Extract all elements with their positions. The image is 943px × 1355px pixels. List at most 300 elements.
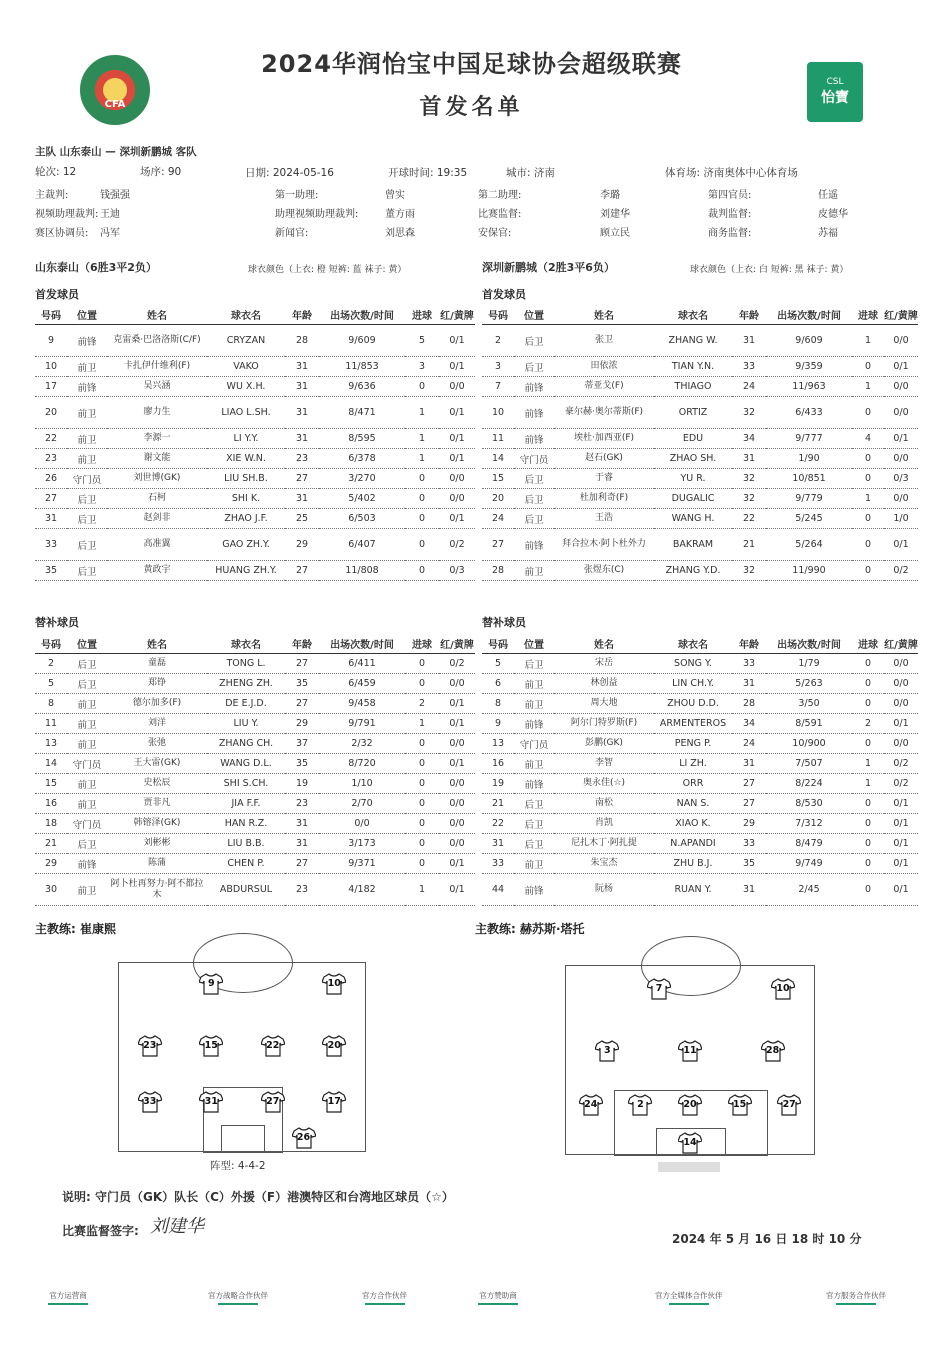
player-position: 前锋 — [514, 429, 554, 449]
player-name: 刘世博(GK) — [107, 469, 207, 489]
table-row — [35, 654, 475, 674]
shirt-number: 10 — [327, 978, 341, 989]
goals: 2 — [405, 694, 439, 714]
cards: 0/1 — [884, 794, 918, 814]
player-age: 33 — [732, 834, 766, 854]
cards: 0/1 — [884, 854, 918, 874]
cards: 0/1 — [439, 357, 475, 377]
shirt-name: WU X.H. — [207, 377, 285, 397]
table-row — [35, 561, 475, 581]
player-name: 朱宝杰 — [554, 854, 654, 874]
player-age: 35 — [285, 674, 319, 694]
column-header: 年龄 — [285, 634, 319, 654]
appearances: 11/808 — [319, 561, 405, 581]
shirt-name: ZHENG ZH. — [207, 674, 285, 694]
appearances: 7/312 — [766, 814, 852, 834]
player-name: 王大雷(GK) — [107, 754, 207, 774]
official-name: 苏福 — [818, 228, 838, 239]
appearances: 5/263 — [766, 674, 852, 694]
shirt-name: LIU SH.B. — [207, 469, 285, 489]
goals: 3 — [405, 357, 439, 377]
table-row — [482, 429, 918, 449]
goals: 0 — [852, 834, 884, 854]
player-age: 34 — [732, 714, 766, 734]
shirt-name: LI Y.Y. — [207, 429, 285, 449]
table-row — [482, 654, 918, 674]
appearances: 10/851 — [766, 469, 852, 489]
goals: 1 — [405, 874, 439, 906]
cards: 0/1 — [884, 529, 918, 561]
player-position: 前锋 — [514, 774, 554, 794]
official-role: 赛区协调员: — [35, 228, 89, 239]
player-position: 后卫 — [514, 794, 554, 814]
player-shirt — [261, 1091, 285, 1113]
player-position: 后卫 — [514, 509, 554, 529]
appearances: 6/378 — [319, 449, 405, 469]
goals: 0 — [852, 529, 884, 561]
player-position: 后卫 — [514, 469, 554, 489]
shirt-name: ORR — [654, 774, 732, 794]
goals: 1 — [852, 774, 884, 794]
goals: 0 — [405, 794, 439, 814]
player-age: 31 — [285, 834, 319, 854]
cards: 0/3 — [439, 561, 475, 581]
cards: 0/0 — [884, 674, 918, 694]
player-shirt — [761, 1040, 785, 1062]
player-number: 8 — [35, 694, 67, 714]
player-shirt — [322, 1091, 346, 1113]
player-age: 31 — [732, 674, 766, 694]
player-position: 守门员 — [67, 814, 107, 834]
shirt-number: 20 — [327, 1040, 341, 1051]
appearances: 5/264 — [766, 529, 852, 561]
official-name: 顾立民 — [600, 228, 630, 239]
player-age: 32 — [732, 489, 766, 509]
table-row — [35, 397, 475, 429]
column-header: 进球 — [405, 305, 439, 325]
player-name: 刘洋 — [107, 714, 207, 734]
player-name: 肖凯 — [554, 814, 654, 834]
shirt-name: LIAO L.SH. — [207, 397, 285, 429]
shirt-name: ZHAO J.F. — [207, 509, 285, 529]
shirt-name: DUGALIC — [654, 489, 732, 509]
player-shirt — [771, 978, 795, 1000]
player-position: 前卫 — [67, 429, 107, 449]
official-name: 李璐 — [600, 190, 620, 201]
cards: 0/1 — [884, 357, 918, 377]
player-number: 16 — [482, 754, 514, 774]
cards: 0/0 — [439, 377, 475, 397]
goals: 0 — [852, 469, 884, 489]
player-name: 杜加利奇(F) — [554, 489, 654, 509]
official-name: 钱强强 — [100, 190, 130, 201]
column-header: 号码 — [35, 634, 67, 654]
cards: 0/0 — [884, 325, 918, 357]
player-position: 后卫 — [67, 529, 107, 561]
shirt-number: 24 — [584, 1099, 598, 1110]
player-name: 阮杨 — [554, 874, 654, 906]
goals: 1 — [852, 754, 884, 774]
player-number: 14 — [482, 449, 514, 469]
player-number: 24 — [482, 509, 514, 529]
appearances: 9/636 — [319, 377, 405, 397]
cards: 0/0 — [439, 674, 475, 694]
goals: 0 — [405, 469, 439, 489]
player-name: 南松 — [554, 794, 654, 814]
player-position: 前锋 — [514, 377, 554, 397]
cards: 0/0 — [884, 734, 918, 754]
sponsor-label — [826, 1290, 886, 1305]
appearances: 11/853 — [319, 357, 405, 377]
cards: 0/2 — [884, 754, 918, 774]
table-row — [482, 529, 918, 561]
player-name: 刘彬彬 — [107, 834, 207, 854]
player-position: 前卫 — [514, 754, 554, 774]
goals: 1 — [405, 449, 439, 469]
player-number: 18 — [35, 814, 67, 834]
shirt-name: CHEN P. — [207, 854, 285, 874]
column-header: 红/黄牌 — [439, 305, 475, 325]
player-number: 21 — [35, 834, 67, 854]
appearances: 9/359 — [766, 357, 852, 377]
column-header: 球衣名 — [654, 305, 732, 325]
player-age: 31 — [285, 814, 319, 834]
player-age: 19 — [285, 774, 319, 794]
goals: 0 — [405, 489, 439, 509]
player-number: 16 — [35, 794, 67, 814]
player-number: 27 — [35, 489, 67, 509]
shirt-number: 17 — [327, 1096, 341, 1107]
player-name: 赵石(GK) — [554, 449, 654, 469]
goals: 2 — [852, 714, 884, 734]
shirt-name: ZHAO SH. — [654, 449, 732, 469]
player-number: 27 — [482, 529, 514, 561]
goal-box — [221, 1125, 265, 1153]
appearances: 9/458 — [319, 694, 405, 714]
official-name: 任遥 — [818, 190, 838, 201]
player-name: 宋岳 — [554, 654, 654, 674]
player-position: 后卫 — [67, 674, 107, 694]
player-position: 后卫 — [514, 654, 554, 674]
shirt-name: ZHOU D.D. — [654, 694, 732, 714]
shirt-number: 10 — [776, 983, 790, 994]
player-age: 24 — [732, 377, 766, 397]
player-number: 21 — [482, 794, 514, 814]
shirt-number: 20 — [683, 1099, 697, 1110]
away-formation-pitch — [565, 965, 815, 1155]
player-age: 31 — [285, 397, 319, 429]
player-name: 李智 — [554, 754, 654, 774]
sponsor-text: 官方服务合作伙伴 — [826, 1291, 886, 1300]
shirt-number: 27 — [266, 1096, 280, 1107]
legend: 说明: 守门员（GK）队长（C）外援（F）港澳特区和台湾地区球员（☆） — [62, 1190, 454, 1204]
goals: 0 — [405, 377, 439, 397]
sponsor-logo — [807, 62, 863, 122]
player-position: 守门员 — [514, 449, 554, 469]
official-role: 安保官: — [478, 228, 512, 239]
cards: 0/1 — [439, 429, 475, 449]
table-row — [482, 449, 918, 469]
shirt-name: TONG L. — [207, 654, 285, 674]
player-number: 3 — [482, 357, 514, 377]
player-age: 31 — [732, 325, 766, 357]
appearances: 3/173 — [319, 834, 405, 854]
player-number: 11 — [35, 714, 67, 734]
player-age: 31 — [285, 489, 319, 509]
table-row — [482, 814, 918, 834]
shirt-name: SONG Y. — [654, 654, 732, 674]
player-name: 李源一 — [107, 429, 207, 449]
column-header: 姓名 — [554, 634, 654, 654]
player-name: 尼扎木丁·阿扎提 — [554, 834, 654, 854]
player-name: 克雷桑·巴洛洛斯(C/F) — [107, 325, 207, 357]
table-row — [482, 794, 918, 814]
table-row — [35, 774, 475, 794]
player-age: 27 — [285, 561, 319, 581]
sponsor-label — [655, 1290, 723, 1305]
column-header: 号码 — [482, 305, 514, 325]
redacted-bar — [658, 1162, 720, 1172]
player-number: 30 — [35, 874, 67, 906]
cards: 0/1 — [439, 509, 475, 529]
goals: 0 — [405, 774, 439, 794]
player-position: 前锋 — [514, 529, 554, 561]
player-age: 35 — [732, 854, 766, 874]
appearances: 8/224 — [766, 774, 852, 794]
player-number: 17 — [35, 377, 67, 397]
cards: 0/2 — [884, 774, 918, 794]
player-age: 23 — [285, 449, 319, 469]
appearances: 9/609 — [319, 325, 405, 357]
table-row — [35, 449, 475, 469]
table-row — [35, 509, 475, 529]
player-age: 29 — [732, 814, 766, 834]
player-name: 廖力生 — [107, 397, 207, 429]
player-number: 28 — [482, 561, 514, 581]
player-shirt — [199, 1091, 223, 1113]
player-name: 贾非凡 — [107, 794, 207, 814]
shirt-number: 22 — [266, 1040, 280, 1051]
page-title: 2024华润怡宝中国足球协会超级联赛 — [261, 50, 682, 78]
appearances: 1/90 — [766, 449, 852, 469]
shirt-name: HAN R.Z. — [207, 814, 285, 834]
cards: 0/1 — [439, 754, 475, 774]
player-shirt — [138, 1091, 162, 1113]
table-row — [35, 469, 475, 489]
player-name: 赵剑非 — [107, 509, 207, 529]
player-name: 张卫 — [554, 325, 654, 357]
cards: 0/0 — [884, 377, 918, 397]
shirt-name: ZHANG W. — [654, 325, 732, 357]
player-shirt — [322, 1035, 346, 1057]
shirt-name: PENG P. — [654, 734, 732, 754]
player-number: 20 — [482, 489, 514, 509]
appearances: 11/990 — [766, 561, 852, 581]
table-row — [482, 397, 918, 429]
column-header: 红/黄牌 — [884, 634, 918, 654]
cards: 0/1 — [439, 874, 475, 906]
column-header: 出场次数/时间 — [319, 305, 405, 325]
table-row — [482, 674, 918, 694]
goals: 1 — [852, 325, 884, 357]
shirt-name: XIAO K. — [654, 814, 732, 834]
player-shirt — [138, 1035, 162, 1057]
player-name: 高准翼 — [107, 529, 207, 561]
player-number: 44 — [482, 874, 514, 906]
player-number: 7 — [482, 377, 514, 397]
appearances: 9/779 — [766, 489, 852, 509]
goals: 0 — [405, 814, 439, 834]
table-row — [35, 694, 475, 714]
home-formation: 阵型: 4-4-2 — [210, 1160, 266, 1172]
player-age: 27 — [285, 654, 319, 674]
player-position: 前锋 — [514, 397, 554, 429]
match-no: 场序: 90 — [140, 166, 182, 178]
player-age: 31 — [732, 449, 766, 469]
player-age: 34 — [732, 429, 766, 449]
home-subs-label: 替补球员 — [35, 616, 79, 629]
appearances: 1/10 — [319, 774, 405, 794]
table-row — [35, 377, 475, 397]
shirt-number: 11 — [683, 1045, 697, 1056]
player-number: 15 — [482, 469, 514, 489]
appearances: 11/963 — [766, 377, 852, 397]
column-header: 位置 — [67, 305, 107, 325]
appearances: 3/50 — [766, 694, 852, 714]
player-shirt — [678, 1132, 702, 1154]
player-age: 32 — [732, 469, 766, 489]
shirt-name: LIU Y. — [207, 714, 285, 734]
official-role: 助理视频助理裁判: — [275, 209, 359, 220]
player-shirt — [292, 1127, 316, 1149]
appearances: 6/459 — [319, 674, 405, 694]
goals: 0 — [852, 874, 884, 906]
appearances: 9/777 — [766, 429, 852, 449]
player-shirt — [678, 1040, 702, 1062]
goals: 0 — [405, 509, 439, 529]
table-row — [35, 734, 475, 754]
official-role: 视频助理裁判: — [35, 209, 99, 220]
shirt-name: ABDURSUL — [207, 874, 285, 906]
sponsor-text: 官方战略合作伙伴 — [208, 1291, 268, 1300]
cards: 1/0 — [884, 509, 918, 529]
shirt-number: 7 — [655, 983, 663, 994]
goals: 0 — [852, 794, 884, 814]
appearances: 8/530 — [766, 794, 852, 814]
player-position: 前锋 — [514, 714, 554, 734]
cards: 0/1 — [884, 814, 918, 834]
player-number: 31 — [35, 509, 67, 529]
player-age: 27 — [732, 774, 766, 794]
shirt-number: 28 — [766, 1045, 780, 1056]
goals: 5 — [405, 325, 439, 357]
player-age: 31 — [285, 357, 319, 377]
goals: 0 — [852, 674, 884, 694]
cards: 0/0 — [439, 814, 475, 834]
player-name: 蒂亚戈(F) — [554, 377, 654, 397]
goals: 0 — [852, 397, 884, 429]
player-shirt — [628, 1094, 652, 1116]
player-name: 周大地 — [554, 694, 654, 714]
column-header: 姓名 — [107, 305, 207, 325]
appearances: 1/79 — [766, 654, 852, 674]
appearances: 6/411 — [319, 654, 405, 674]
city: 城市: 济南 — [506, 167, 555, 179]
shirt-name: GAO ZH.Y. — [207, 529, 285, 561]
player-number: 13 — [35, 734, 67, 754]
cards: 0/1 — [884, 834, 918, 854]
appearances: 6/503 — [319, 509, 405, 529]
player-name: 王浩 — [554, 509, 654, 529]
player-number: 20 — [35, 397, 67, 429]
shirt-name: ORTIZ — [654, 397, 732, 429]
goals: 0 — [405, 734, 439, 754]
appearances: 3/270 — [319, 469, 405, 489]
player-name: 吴兴涵 — [107, 377, 207, 397]
goals: 0 — [852, 694, 884, 714]
shirt-name: LIN CH.Y. — [654, 674, 732, 694]
column-header: 位置 — [67, 634, 107, 654]
appearances: 2/32 — [319, 734, 405, 754]
shirt-number: 15 — [204, 1040, 218, 1051]
signature-label: 比赛监督签字: — [62, 1224, 139, 1238]
table-row — [482, 734, 918, 754]
table-row — [35, 834, 475, 854]
home-starters-label: 首发球员 — [35, 288, 79, 301]
player-position: 后卫 — [514, 834, 554, 854]
cards: 0/1 — [439, 397, 475, 429]
table-row — [482, 874, 918, 906]
player-name: 郑铮 — [107, 674, 207, 694]
goals: 0 — [405, 854, 439, 874]
player-position: 前卫 — [514, 674, 554, 694]
shirt-name: TIAN Y.N. — [654, 357, 732, 377]
appearances: 6/433 — [766, 397, 852, 429]
table-row — [482, 774, 918, 794]
cards: 0/0 — [439, 734, 475, 754]
column-header: 姓名 — [554, 305, 654, 325]
shirt-name: LIU B.B. — [207, 834, 285, 854]
shirt-name: YU R. — [654, 469, 732, 489]
goals: 0 — [852, 734, 884, 754]
home-formation-pitch — [118, 962, 366, 1152]
goals: 4 — [852, 429, 884, 449]
player-position: 前卫 — [67, 714, 107, 734]
player-number: 5 — [482, 654, 514, 674]
shirt-name: ZHU B.J. — [654, 854, 732, 874]
player-name: 谢文能 — [107, 449, 207, 469]
player-position: 守门员 — [514, 734, 554, 754]
shirt-name: XIE W.N. — [207, 449, 285, 469]
player-position: 后卫 — [514, 325, 554, 357]
player-number: 10 — [482, 397, 514, 429]
table-row — [482, 694, 918, 714]
shirt-number: 33 — [143, 1096, 157, 1107]
table-row — [482, 469, 918, 489]
goals: 1 — [405, 714, 439, 734]
player-number: 15 — [35, 774, 67, 794]
appearances: 6/407 — [319, 529, 405, 561]
goals: 0 — [852, 654, 884, 674]
table-row — [35, 854, 475, 874]
shirt-number: 9 — [207, 978, 215, 989]
table-row — [35, 429, 475, 449]
shirt-name: NAN S. — [654, 794, 732, 814]
table-row — [482, 377, 918, 397]
appearances: 0/0 — [319, 814, 405, 834]
player-age: 22 — [732, 509, 766, 529]
player-position: 后卫 — [514, 357, 554, 377]
